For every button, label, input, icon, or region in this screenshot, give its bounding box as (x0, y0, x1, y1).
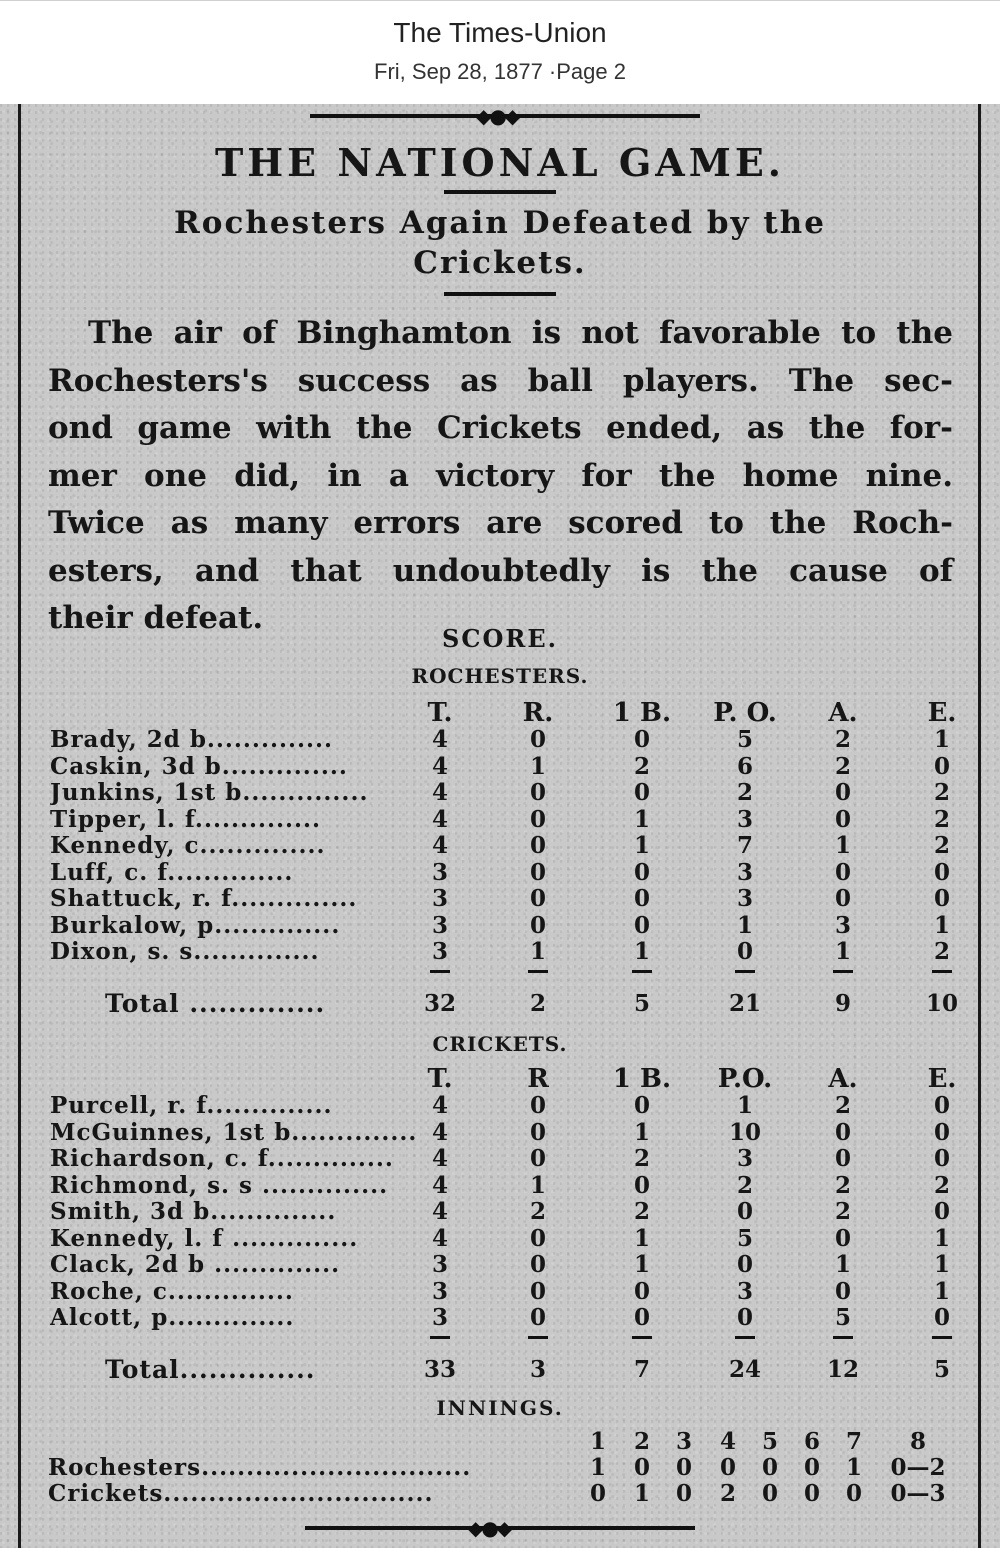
stat-cell: 0 (933, 1145, 950, 1172)
player-name: Burkalow, p.............. (50, 911, 341, 939)
total-row (0, 990, 1000, 1017)
total-rule (528, 970, 548, 973)
stat-cell: 4 (431, 1198, 448, 1225)
player-name: McGuinnes, 1st b.............. (50, 1118, 418, 1146)
table-row (0, 832, 1000, 859)
inning-number: 5 (761, 1428, 778, 1455)
player-name: Caskin, 3d b.............. (50, 752, 348, 780)
innings-team-name: Rochesters.............................. (48, 1454, 472, 1481)
column-header: 1 B. (612, 1064, 672, 1094)
publication-title: The Times-Union (393, 17, 607, 48)
stat-cell: 0 (736, 1251, 753, 1278)
total-rule (632, 970, 652, 973)
inning-number: 3 (675, 1428, 692, 1455)
stat-cell: 0 (529, 832, 546, 859)
inning-score: 0 (761, 1454, 778, 1481)
stat-cell: 7 (736, 832, 753, 859)
stat-cell: 2 (529, 1198, 546, 1225)
stat-cell: 0 (736, 1198, 753, 1225)
stat-cell: 1 (633, 1251, 650, 1278)
stat-cell: 0 (529, 1224, 546, 1252)
total-rule (735, 970, 755, 973)
stat-cell: 0 (834, 1145, 851, 1172)
stat-cell: 0 (834, 779, 851, 806)
stat-cell: 1 (736, 911, 753, 939)
stat-cell: 3 (431, 911, 448, 939)
stat-cell: 1 (529, 938, 546, 965)
stat-cell: 0 (529, 1304, 546, 1331)
stat-cell: 2 (933, 1171, 950, 1199)
stat-cell: 0 (933, 858, 950, 886)
stat-cell: 0 (529, 885, 546, 912)
player-name: Brady, 2d b.............. (50, 726, 333, 753)
stat-cell: 0 (834, 805, 851, 833)
stat-cell: 3 (834, 911, 851, 939)
stat-cell: 0 (834, 1224, 851, 1252)
newspaper-clipping (0, 104, 1000, 1548)
inning-number: 4 (719, 1428, 736, 1455)
subhead-line-2: Crickets. (413, 245, 587, 281)
stat-cell: 2 (736, 779, 753, 806)
inning-number: 2 (633, 1428, 650, 1455)
top-ornament-dots: ◆●◆ (476, 104, 519, 128)
inning-score: 0 (803, 1480, 820, 1507)
stat-cell: 0 (529, 1145, 546, 1172)
total-cell: 5 (633, 990, 650, 1017)
table-row (0, 753, 1000, 780)
table-row (0, 912, 1000, 939)
table-row (0, 1172, 1000, 1199)
stat-cell: 1 (633, 1224, 650, 1252)
total-rule (932, 970, 952, 973)
total-cell: 2 (529, 990, 546, 1017)
stat-cell: 0 (933, 1092, 950, 1119)
stat-cell: 0 (529, 1118, 546, 1146)
inning-score: 0 (719, 1454, 736, 1481)
stat-cell: 0 (933, 752, 950, 780)
stat-cell: 0 (529, 858, 546, 886)
stat-cell: 1 (933, 1277, 950, 1305)
stat-cell: 2 (834, 752, 851, 780)
player-name: Richmond, s. s .............. (50, 1171, 389, 1199)
stat-cell: 3 (431, 1304, 448, 1331)
total-rule (932, 1336, 952, 1339)
paragraph-line: Twice as many errors are scored to the Roch- (48, 505, 953, 541)
total-cell: 10 (925, 990, 958, 1017)
column-header: R. (522, 698, 554, 728)
stat-cell: 0 (529, 911, 546, 939)
table-row (0, 1278, 1000, 1305)
stat-cell: 0 (633, 1304, 650, 1331)
stat-cell: 3 (736, 805, 753, 833)
stat-cell: 4 (431, 805, 448, 833)
stat-cell: 3 (431, 858, 448, 886)
stat-cell: 10 (728, 1118, 761, 1146)
paragraph-line: The air of Binghamton is not favorable to the (88, 315, 953, 351)
stat-cell: 0 (933, 1304, 950, 1331)
stat-cell: 4 (431, 1145, 448, 1172)
stat-cell: 2 (834, 1171, 851, 1199)
paragraph-line: ond game with the Crickets ended, as the for- (48, 410, 953, 446)
stat-cell: 1 (933, 726, 950, 753)
stat-cell: 4 (431, 1092, 448, 1119)
stat-cell: 3 (736, 885, 753, 912)
column-header: R (527, 1064, 549, 1094)
viewer-header (0, 0, 1000, 105)
table-row (0, 1304, 1000, 1331)
stat-cell: 4 (431, 1118, 448, 1146)
stat-cell: 0 (736, 938, 753, 965)
stat-cell: 0 (633, 858, 650, 886)
stat-cell: 1 (736, 1092, 753, 1119)
headline: THE NATIONAL GAME. (214, 140, 786, 185)
innings-label: INNINGS. (436, 1396, 564, 1420)
stat-cell: 2 (633, 752, 650, 780)
player-name: Kennedy, l. f .............. (50, 1224, 359, 1252)
stat-cell: 0 (633, 726, 650, 753)
stat-cell: 2 (933, 779, 950, 806)
stat-cell: 0 (633, 1171, 650, 1199)
stat-cell: 0 (529, 1277, 546, 1305)
stat-cell: 2 (633, 1145, 650, 1172)
stat-cell: 3 (431, 938, 448, 965)
inning-score: 1 (633, 1480, 650, 1507)
crickets-team-label: CRICKETS. (432, 1032, 568, 1056)
stat-cell: 1 (633, 805, 650, 833)
stat-cell: 0 (736, 1304, 753, 1331)
stat-cell: 2 (736, 1171, 753, 1199)
stat-cell: 4 (431, 1224, 448, 1252)
column-header: T. (427, 698, 453, 728)
stat-cell: 0 (834, 858, 851, 886)
player-name: Luff, c. f.............. (50, 858, 294, 886)
inning-score: 0 (803, 1454, 820, 1481)
stat-cell: 2 (633, 1198, 650, 1225)
stat-cell: 1 (834, 938, 851, 965)
player-name: Shattuck, r. f.............. (50, 885, 358, 912)
player-name: Alcott, p.............. (50, 1304, 295, 1331)
total-cell: 24 (728, 1356, 761, 1383)
stat-cell: 1 (834, 832, 851, 859)
stat-cell: 2 (834, 1092, 851, 1119)
player-name: Junkins, 1st b.............. (50, 779, 369, 806)
stat-cell: 2 (933, 938, 950, 965)
column-header: P.O. (717, 1064, 773, 1094)
total-rule (430, 1336, 450, 1339)
stat-cell: 2 (933, 805, 950, 833)
player-name: Roche, c.............. (50, 1277, 294, 1305)
stat-cell: 3 (736, 1277, 753, 1305)
stat-cell: 5 (736, 726, 753, 753)
stat-cell: 1 (529, 752, 546, 780)
article-paragraph (48, 310, 953, 643)
inning-score: 0 (633, 1454, 650, 1481)
stat-cell: 4 (431, 726, 448, 753)
player-name: Smith, 3d b.............. (50, 1198, 337, 1225)
player-name: Dixon, s. s.............. (50, 938, 320, 965)
stat-cell: 0 (529, 779, 546, 806)
stat-cell: 0 (633, 885, 650, 912)
inning-score: 1 (845, 1454, 862, 1481)
table-row (0, 1225, 1000, 1252)
total-cell: 5 (933, 1356, 950, 1383)
table-row (0, 938, 1000, 965)
player-name: Clack, 2d b .............. (50, 1251, 341, 1278)
stat-cell: 0 (933, 1198, 950, 1225)
rochesters-team-label: ROCHESTERS. (411, 664, 589, 688)
total-cell: 32 (423, 990, 456, 1017)
stat-cell: 0 (529, 726, 546, 753)
table-row (0, 806, 1000, 833)
inning-score: 0 (761, 1480, 778, 1507)
inning-score: 0 (675, 1454, 692, 1481)
paragraph-line: Rochesters's success as ball players. The sec- (48, 362, 953, 399)
stat-cell: 4 (431, 1171, 448, 1199)
stat-cell: 3 (736, 858, 753, 886)
stat-cell: 0 (529, 1251, 546, 1278)
paragraph-line: mer one did, in a victory for the home nine. (48, 457, 953, 494)
stat-cell: 0 (834, 1277, 851, 1305)
player-name: Kennedy, c.............. (50, 832, 326, 859)
total-cell: 3 (529, 1356, 546, 1383)
stat-cell: 1 (933, 911, 950, 939)
paragraph-line: their defeat. (48, 600, 264, 636)
inning-score: 0 (589, 1480, 606, 1507)
stat-cell: 2 (933, 832, 950, 859)
table-row (0, 859, 1000, 886)
stat-cell: 3 (431, 885, 448, 912)
inning-number: 8 (909, 1428, 926, 1455)
total-rule (632, 1336, 652, 1339)
total-label: Total .............. (105, 990, 326, 1017)
table-row (0, 779, 1000, 806)
stat-cell: 2 (834, 1198, 851, 1225)
total-rule (430, 970, 450, 973)
stat-cell: 0 (834, 885, 851, 912)
stat-cell: 4 (431, 832, 448, 859)
inning-score: 0 (845, 1480, 862, 1507)
subhead-rule (444, 292, 556, 296)
stat-cell: 6 (736, 752, 753, 780)
stat-cell: 0 (633, 911, 650, 939)
stat-cell: 5 (834, 1304, 851, 1331)
bottom-ornament-dots: ◆●◆ (468, 1516, 511, 1540)
column-header: A. (828, 1064, 858, 1094)
total-rule (833, 970, 853, 973)
table-row (0, 1145, 1000, 1172)
column-header: 1 B. (612, 698, 672, 728)
total-rule (528, 1336, 548, 1339)
stat-cell: 1 (633, 1118, 650, 1146)
table-row (0, 1092, 1000, 1119)
inning-score: 0 (675, 1480, 692, 1507)
player-name: Purcell, r. f.............. (50, 1092, 333, 1119)
table-row (0, 1119, 1000, 1146)
stat-cell: 1 (834, 1251, 851, 1278)
column-header: T. (427, 1064, 453, 1094)
inning-score: 0—3 (890, 1480, 946, 1507)
inning-score: 1 (589, 1454, 606, 1481)
column-header: E. (927, 1064, 957, 1094)
stat-cell: 2 (834, 726, 851, 753)
inning-number: 6 (803, 1428, 820, 1455)
total-rule (833, 1336, 853, 1339)
stat-cell: 1 (933, 1251, 950, 1278)
stat-cell: 0 (933, 1118, 950, 1146)
paragraph-line: esters, and that undoubtedly is the cause of (48, 552, 953, 589)
total-cell: 33 (423, 1356, 456, 1383)
total-cell: 12 (826, 1356, 859, 1383)
table-row (0, 1251, 1000, 1278)
column-header: E. (927, 698, 957, 728)
inning-score: 0—2 (890, 1454, 946, 1481)
column-header: P. O. (713, 698, 777, 728)
stat-cell: 0 (834, 1118, 851, 1146)
stat-cell: 1 (933, 1224, 950, 1252)
inning-number: 7 (845, 1428, 862, 1455)
stat-cell: 1 (633, 938, 650, 965)
stat-cell: 0 (529, 1092, 546, 1119)
stat-cell: 3 (736, 1145, 753, 1172)
stat-cell: 0 (633, 1092, 650, 1119)
column-header: A. (828, 698, 858, 728)
player-name: Tipper, l. f.............. (50, 805, 322, 833)
stat-cell: 4 (431, 752, 448, 780)
stat-cell: 0 (633, 1277, 650, 1305)
stat-cell: 3 (431, 1277, 448, 1305)
innings-team-name: Crickets.............................. (48, 1480, 434, 1507)
total-cell: 7 (633, 1356, 650, 1383)
score-label: SCORE. (442, 624, 558, 653)
inning-number: 1 (589, 1428, 606, 1455)
publication-date-page: Fri, Sep 28, 1877 ·Page 2 (374, 59, 626, 84)
inning-score: 2 (719, 1480, 736, 1507)
table-row (0, 1198, 1000, 1225)
total-cell: 9 (834, 990, 851, 1017)
total-rule (735, 1336, 755, 1339)
table-row (0, 885, 1000, 912)
stat-cell: 1 (633, 832, 650, 859)
total-cell: 21 (728, 990, 761, 1017)
stat-cell: 0 (933, 885, 950, 912)
stat-cell: 3 (431, 1251, 448, 1278)
total-row (0, 1356, 1000, 1383)
stat-cell: 0 (529, 805, 546, 833)
stat-cell: 1 (529, 1171, 546, 1199)
stat-cell: 5 (736, 1224, 753, 1252)
stat-cell: 0 (633, 779, 650, 806)
stat-cell: 4 (431, 779, 448, 806)
headline-rule (444, 190, 556, 194)
player-name: Richardson, c. f.............. (50, 1145, 394, 1172)
total-label: Total.............. (105, 1356, 316, 1383)
table-row (0, 726, 1000, 753)
subhead-line-1: Rochesters Again Defeated by the (174, 205, 826, 241)
